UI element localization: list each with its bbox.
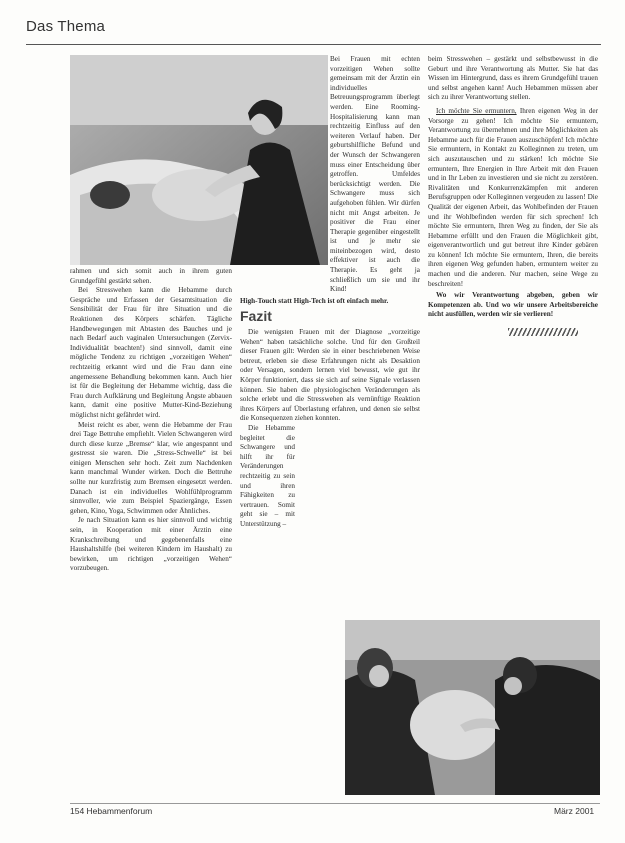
text-column-1 [70,267,232,574]
paragraph-text: Ihren eigenen Weg in der Vorsorge zu gehen! Ich möchte Sie ermuntern, Verantwortung zu übernehmen und ihre Möglichkeiten als Hebamme auch für die Frauen auszuschöpfen! Ich möchte Sie ermuntern, in Kontakt zu Kolleginnen zu treten, um sich auszutauschen und zu stärken! Ich möchte Sie ermuntern, Ihre Energien in Ihre Arbeit mit den Frauen und in Ihr Leben zu investieren und sie nicht zu zerstören. Rivalitäten und Konkurrenzkämpfen mit anderen Berufsgruppen oder Kolleginnen vergeuden zu lassen! Die Qualität der eigenen Arbeit, das Wohlbefinden der Frauen und ihr Wohlbefinden werden für sich sprechen! Ich möchte Sie ermuntern, Ihren Weg zu finden, der Sie als Hebamme erfüllt und den Frauen die Möglichkeit gibt, eigenverantwortlich und gut betreut ihre Kinder gebären zu können! Ich möchte Sie ermuntern, Ihren, die bereits ihren eigenen Weg gefunden haben, ermuntern weiter zu machen und die anderen. Nur machen, seine Wege zu beschreiten! [428,106,598,288]
underlined-phrase: Ich möchte Sie ermuntern, [436,106,517,115]
paragraph: Bei Frauen mit echten vorzeitigen Wehen sollte gemeinsam mit der Ärztin ein individuelles Betreuungsprogramm überlegt werden. Eine Rooming-Hospitalisierung kann man rechtzeitig Einfluss auf den weiteren Verlauf haben. Der geburtshilfliche Befund und der Wunsch der Schwangeren muss einer Entscheidung über getroffen. Umfeldes berücksichtigt werden. Die Schwangere muss sich aufgehoben fühlen. Wir dürfen nicht mit Angst arbeiten. Je positiver die Frau einer Therapie gegenüber eingestellt ist und je mehr sie miteinbezogen wird, desto effektiver ist auch die Therapie. Es geht ja schließlich um sie und ihr Kind! [330,55,420,294]
paragraph: beim Stresswehen – gestärkt und selbstbewusst in die Geburt und ihre Verantwortung als Mutter. Sie hat das Wissen im Hintergrund, dass es ihrem Grundgefühl trauen und selbst angehen kann! Auch Hebammen müssen aber sich zu ihrer Verantwortung stellen. [428,55,598,102]
photo-midwife-listening [345,620,600,795]
text-column-2 [240,55,420,530]
footer-date: März 2001 [554,806,595,816]
paragraph: Bei Stresswehen kann die Hebamme durch Gespräche und Erfassen der Gesamtsituation die Sensibilität der Frau für ihre Situation und die Reaktionen des Körpers schärfen. Tägliche Handbewegungen mit Abtasten des Bauches und je nach Bedarf auch vaginalen Untersuchungen (Zervix-Individualität beachten!) sind sinnvoll, damit eine mögliche Tendenz zu richtigen „vorzeitigen Wehen“ rechtzeitig erkannt wird und die Frau dann eine angemessene Behandlung bekommen kann. Auch hier ist für die Begleitung der Hebamme wichtig, dass die Frau durch Aufklärung und Begleitung Ängste abbauen kann, damit eine positive Mutter-Kind-Beziehung möglichst nicht gefährdet wird. [70,286,232,419]
fazit-heading: Fazit [240,308,272,325]
closing-statement: Wo wir Verantwortung abgeben, geben wir Kompetenzen ab. Und wo wir unsere Arbeitsbereiche nicht ausfüllen, werden wir sie verlieren! [428,291,598,319]
section-title: Das Thema [26,18,106,35]
paragraph: rahmen und sich somit auch in ihrem guten Grundgefühl gestärkt sehen. [70,267,232,285]
paragraph: Meist reicht es aber, wenn die Hebamme der Frau drei Tage Bettruhe empfiehlt. Vielen Schwangeren wird durch diese kurze „Bremse“ klar, wie angespannt und gestresst sie waren. Die „Stress-Schwelle“ ist bei einigen Menschen sehr hoch. Zeit zum Nachdenken kann manchmal Wunder wirken. Doch die Bettruhe sollte nur kurzfristig zum Bremsen eingesetzt werden. Danach ist ein individuelles Wohlfühlprogramm sinnvoller, wie zum Beispiel Spaziergänge, Essen gehen, Kino, Yoga, Schwimmen oder Ähnliches. [70,420,232,515]
decorative-hatch [508,328,578,336]
text-column-3 [428,55,598,336]
paragraph: Die wenigsten Frauen mit der Diagnose „vorzeitige Wehen“ haben tatsächliche solche. Und für den Großteil dieser Frauen gilt: Werden sie in einer beschriebenen Weise betreut, erleben sie diese Erfahrungen nicht als Desaktion oder Versagen, sondern lernen viel bewusst, wie gut ihr Körper funktioniert, dass sie sich auf seine Signale verlassen können. Sie haben die physiologischen Veränderungen als solche erlebt und die Stresswehen als vernünftige Reaktion ihres Körpers auf Überlastung erfahren, und denen sie selbst die Konsequenzen ziehen konnten. [240,328,420,423]
footer-rule [70,803,600,804]
paragraph: Die Hebamme begleitet die Schwangere und hilft ihr für Veränderungen rechtzeitig zu sein und ihren Fähigkeiten zu vertrauen. Somit geht sie – mit Unterstützung – [240,423,295,528]
bold-statement [240,297,420,307]
footer-publication: 154 Hebammenforum [70,806,153,816]
paragraph [428,107,598,289]
paragraph [428,291,598,320]
bold-statement-text: High-Touch statt High-Tech ist oft einfach mehr. [240,296,389,305]
photo-midwife-listening-image [345,620,600,795]
page-header [26,8,601,45]
paragraph: Je nach Situation kann es hier sinnvoll und wichtig sein, in Kooperation mit einer Ärztin eine Krankschreibung und gegebenenfalls eine Haushaltshilfe (bei weiteren Kindern im Haushalt) zu bewirken, um richtigen „vorzeitigen Wehen“ vorzubeugen. [70,516,232,573]
